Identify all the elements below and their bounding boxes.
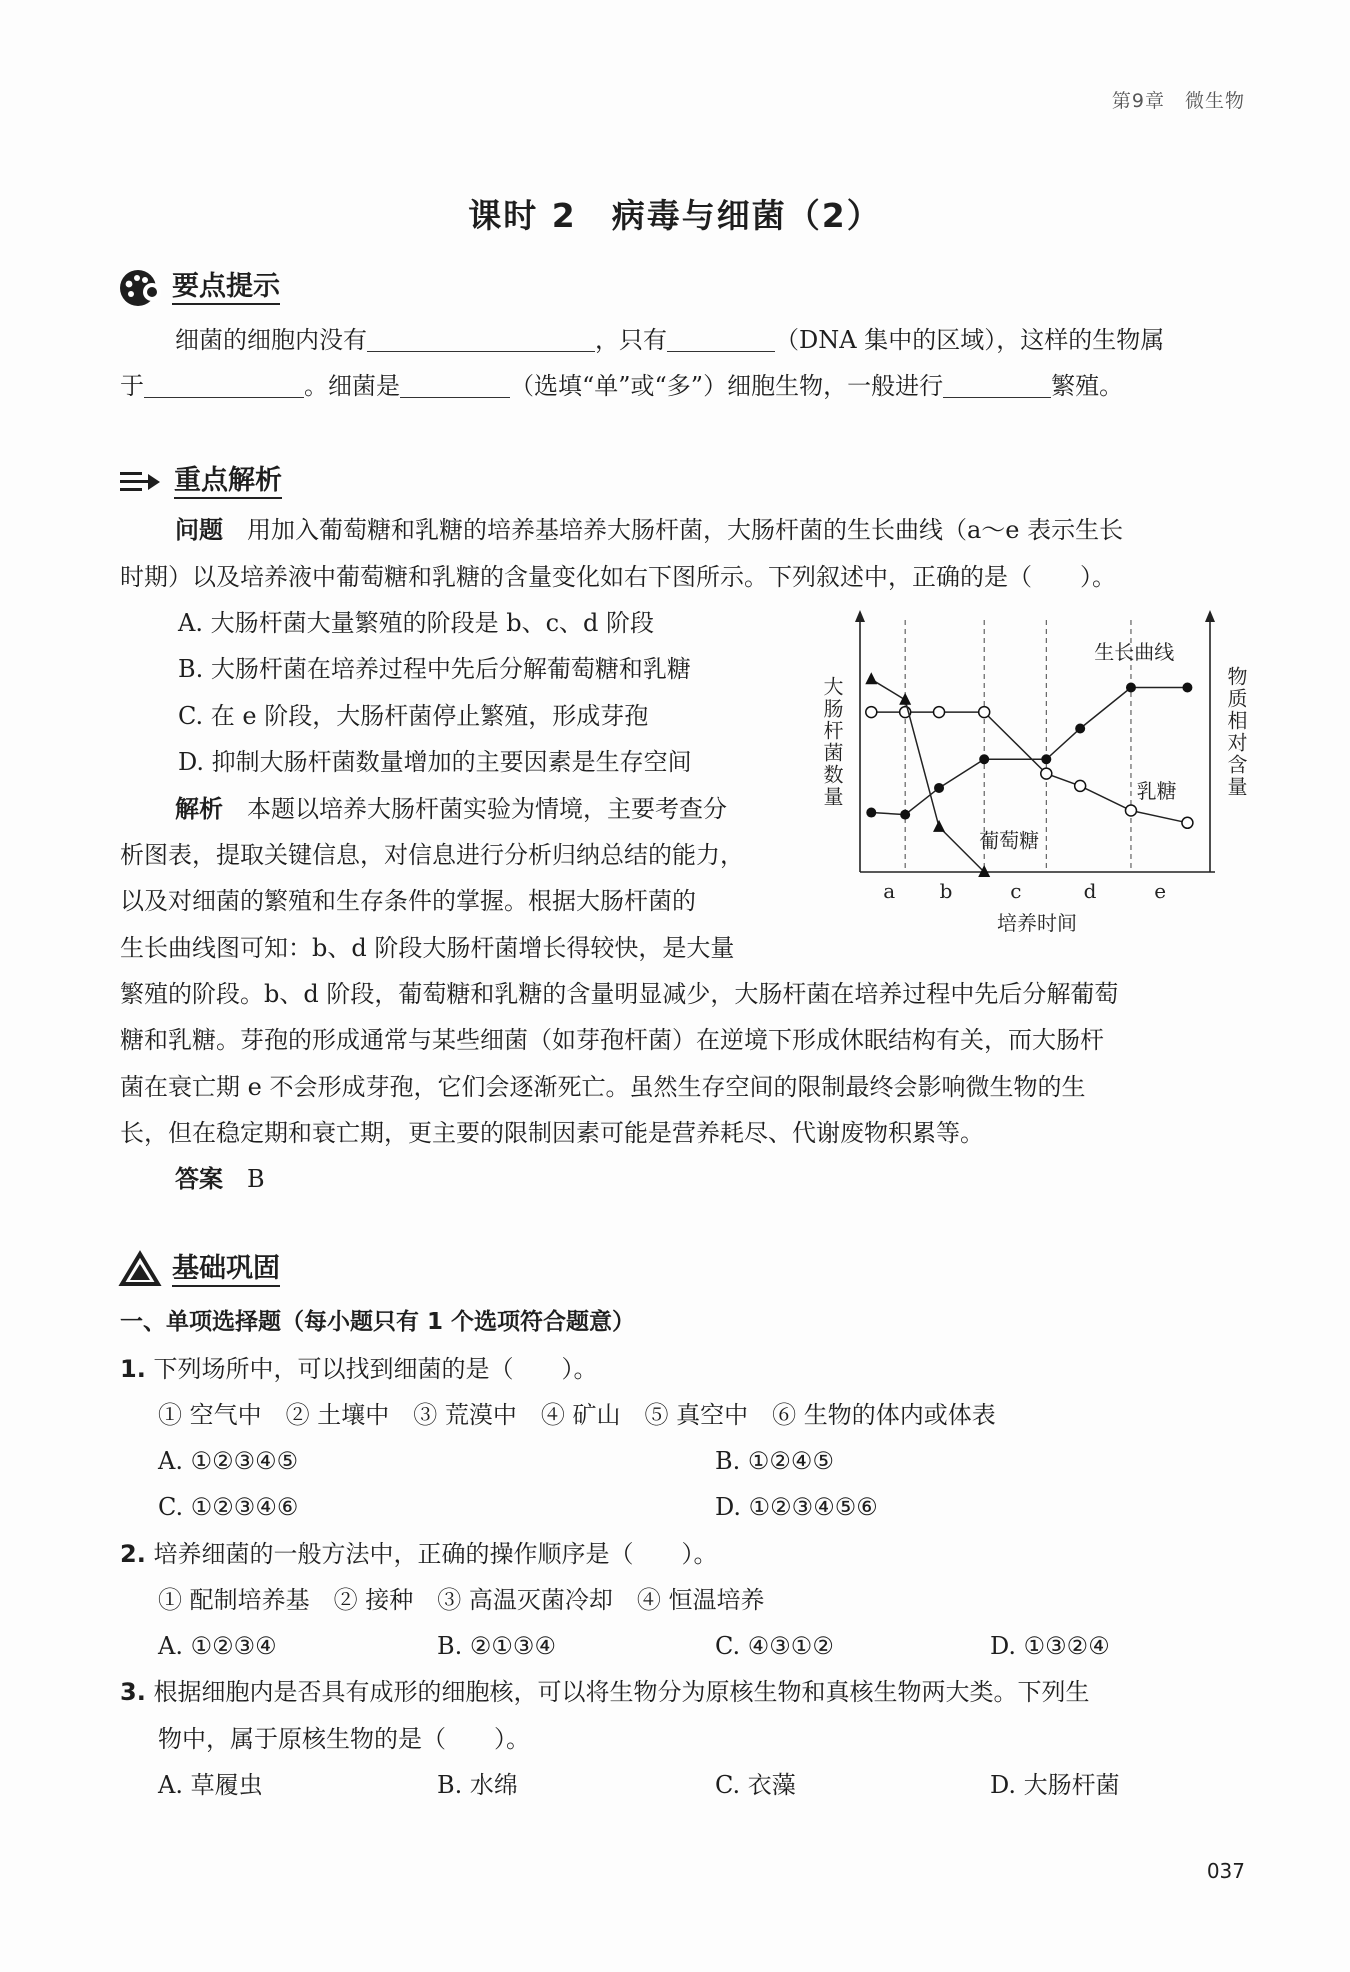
phase-label-c: c bbox=[1010, 879, 1022, 903]
explain-line-6: 糖和乳糖。芽孢的形成通常与某些细菌（如芽孢杆菌）在逆境下形成休眠结构有关，而大肠杆 bbox=[120, 1026, 1104, 1054]
label-lactose: 乳糖 bbox=[1136, 779, 1177, 804]
point-growth-7 bbox=[1182, 683, 1192, 693]
point-lactose-0 bbox=[866, 707, 877, 718]
q3-stem-2: 物中，属于原核生物的是（ ）。 bbox=[158, 1725, 530, 1753]
analysis-heading bbox=[118, 462, 282, 502]
q3-option-a[interactable]: A. 草履虫 bbox=[158, 1771, 263, 1799]
x-axis-label: 培养时间 bbox=[997, 911, 1077, 935]
key-points-heading bbox=[118, 268, 280, 308]
q1-option-c[interactable]: C. ①②③④⑥ bbox=[158, 1493, 299, 1521]
point-lactose-6 bbox=[1125, 805, 1136, 816]
key-points-line-1: 细菌的细胞内没有 ，只有 （DNA 集中的区域），这样的生物属 bbox=[175, 326, 1165, 354]
series-line-1 bbox=[871, 712, 1187, 823]
y-axis-label-left: 大肠杆菌数量 bbox=[820, 676, 844, 808]
key-points-line-2: 于 。细菌是 （选填“单”或“多”）细胞生物，一般进行 繁殖。 bbox=[120, 372, 1124, 400]
option-a[interactable]: A. 大肠杆菌大量繁殖的阶段是 b、c、d 阶段 bbox=[178, 609, 655, 637]
q1-items: ① 空气中 ② 土壤中 ③ 荒漠中 ④ 矿山 ⑤ 真空中 ⑥ 生物的体内或体表 bbox=[158, 1401, 996, 1429]
question-line-2: 时期）以及培养液中葡萄糖和乳糖的含量变化如右下图所示。下列叙述中，正确的是（ ）。 bbox=[120, 563, 1116, 591]
explain-line-2: 析图表，提取关键信息，对信息进行分析归纳总结的能力， bbox=[120, 841, 744, 869]
key-points-title: 要点提示 bbox=[172, 271, 280, 305]
point-growth-6 bbox=[1126, 683, 1136, 693]
palette-icon bbox=[118, 268, 162, 308]
label-glucose: 葡萄糖 bbox=[979, 828, 1040, 853]
point-glucose-0 bbox=[865, 672, 877, 684]
q2-option-d[interactable]: D. ①③②④ bbox=[990, 1632, 1110, 1660]
phase-label-e: e bbox=[1154, 879, 1167, 903]
growth-chart bbox=[815, 606, 1255, 946]
blank-4[interactable] bbox=[400, 371, 510, 398]
y-axis-label-right: 物质相对含量 bbox=[1224, 666, 1248, 798]
point-growth-4 bbox=[1041, 754, 1051, 764]
explain-line-8: 长，但在稳定期和衰亡期，更主要的限制因素可能是营养耗尽、代谢废物积累等。 bbox=[120, 1119, 984, 1147]
q2-option-a[interactable]: A. ①②③④ bbox=[158, 1632, 277, 1660]
q3-option-d[interactable]: D. 大肠杆菌 bbox=[990, 1771, 1120, 1799]
phase-label-d: d bbox=[1083, 879, 1097, 903]
practice-heading bbox=[118, 1250, 280, 1290]
point-growth-5 bbox=[1075, 724, 1085, 734]
point-lactose-7 bbox=[1182, 817, 1193, 828]
q3-stem-1: 3. 根据细胞内是否具有成形的细胞核，可以将生物分为原核生物和真核生物两大类。下列生 bbox=[120, 1678, 1090, 1706]
point-glucose-2 bbox=[933, 820, 945, 832]
explain-line-3: 以及对细菌的繁殖和生存条件的掌握。根据大肠杆菌的 bbox=[120, 887, 696, 915]
q2-stem: 2. 培养细菌的一般方法中，正确的操作顺序是（ ）。 bbox=[120, 1540, 718, 1568]
series-line-2 bbox=[871, 679, 984, 872]
option-c[interactable]: C. 在 e 阶段，大肠杆菌停止繁殖，形成芽孢 bbox=[178, 702, 649, 730]
page-number: 037 bbox=[1206, 1859, 1245, 1883]
blank-5[interactable] bbox=[943, 371, 1051, 398]
point-growth-1 bbox=[900, 810, 910, 820]
label-growth-curve: 生长曲线 bbox=[1094, 639, 1175, 664]
point-growth-3 bbox=[979, 754, 989, 764]
blank-1[interactable] bbox=[367, 325, 595, 352]
q3-option-b[interactable]: B. 水绵 bbox=[437, 1771, 518, 1799]
explain-line-5: 繁殖的阶段。b、d 阶段，葡萄糖和乳糖的含量明显减少，大肠杆菌在培养过程中先后分解葡萄 bbox=[120, 980, 1119, 1008]
blank-3[interactable] bbox=[144, 371, 304, 398]
point-lactose-5 bbox=[1075, 780, 1086, 791]
lesson-title: 课时 2 病毒与细菌（2） bbox=[468, 196, 882, 235]
point-lactose-3 bbox=[979, 707, 990, 718]
point-growth-2 bbox=[934, 783, 944, 793]
point-lactose-4 bbox=[1041, 768, 1052, 779]
q2-option-b[interactable]: B. ②①③④ bbox=[437, 1632, 556, 1660]
point-growth-0 bbox=[866, 808, 876, 818]
y-axis-left-arrow bbox=[855, 610, 865, 622]
q1-stem: 1. 下列场所中，可以找到细菌的是（ ）。 bbox=[120, 1355, 598, 1383]
question-line-1: 问题 用加入葡萄糖和乳糖的培养基培养大肠杆菌，大肠杆菌的生长曲线（a～e 表示生长 bbox=[175, 516, 1124, 544]
section-title: 一、单项选择题（每小题只有 1 个选项符合题意） bbox=[120, 1309, 636, 1335]
option-d[interactable]: D. 抑制大肠杆菌数量增加的主要因素是生存空间 bbox=[178, 748, 692, 776]
practice-title: 基础巩固 bbox=[172, 1253, 280, 1287]
phase-label-a: a bbox=[883, 879, 896, 903]
phase-label-b: b bbox=[939, 879, 953, 903]
q1-option-a[interactable]: A. ①②③④⑤ bbox=[158, 1447, 299, 1475]
q1-option-b[interactable]: B. ①②④⑤ bbox=[715, 1447, 834, 1475]
explain-line-1: 解析 本题以培养大肠杆菌实验为情境，主要考查分 bbox=[175, 795, 727, 823]
q2-items: ① 配制培养基 ② 接种 ③ 高温灭菌冷却 ④ 恒温培养 bbox=[158, 1586, 765, 1614]
q2-option-c[interactable]: C. ④③①② bbox=[715, 1632, 834, 1660]
q1-option-d[interactable]: D. ①②③④⑤⑥ bbox=[715, 1493, 878, 1521]
blank-2[interactable] bbox=[667, 325, 775, 352]
point-lactose-2 bbox=[934, 707, 945, 718]
triangle-layers-icon bbox=[118, 1250, 162, 1290]
option-b[interactable]: B. 大肠杆菌在培养过程中先后分解葡萄糖和乳糖 bbox=[178, 655, 691, 683]
explain-line-4: 生长曲线图可知：b、d 阶段大肠杆菌增长得较快，是大量 bbox=[120, 934, 735, 962]
analysis-title: 重点解析 bbox=[174, 465, 282, 499]
list-arrow-icon bbox=[118, 464, 164, 500]
explain-line-7: 菌在衰亡期 e 不会形成芽孢，它们会逐渐死亡。虽然生存空间的限制最终会影响微生物的生 bbox=[120, 1073, 1086, 1101]
y-axis-right-arrow bbox=[1205, 610, 1215, 622]
chapter-header: 第9章 微生物 bbox=[1111, 90, 1245, 112]
answer-line: 答案 B bbox=[175, 1165, 265, 1193]
point-glucose-1 bbox=[899, 693, 911, 705]
q3-option-c[interactable]: C. 衣藻 bbox=[715, 1771, 796, 1799]
